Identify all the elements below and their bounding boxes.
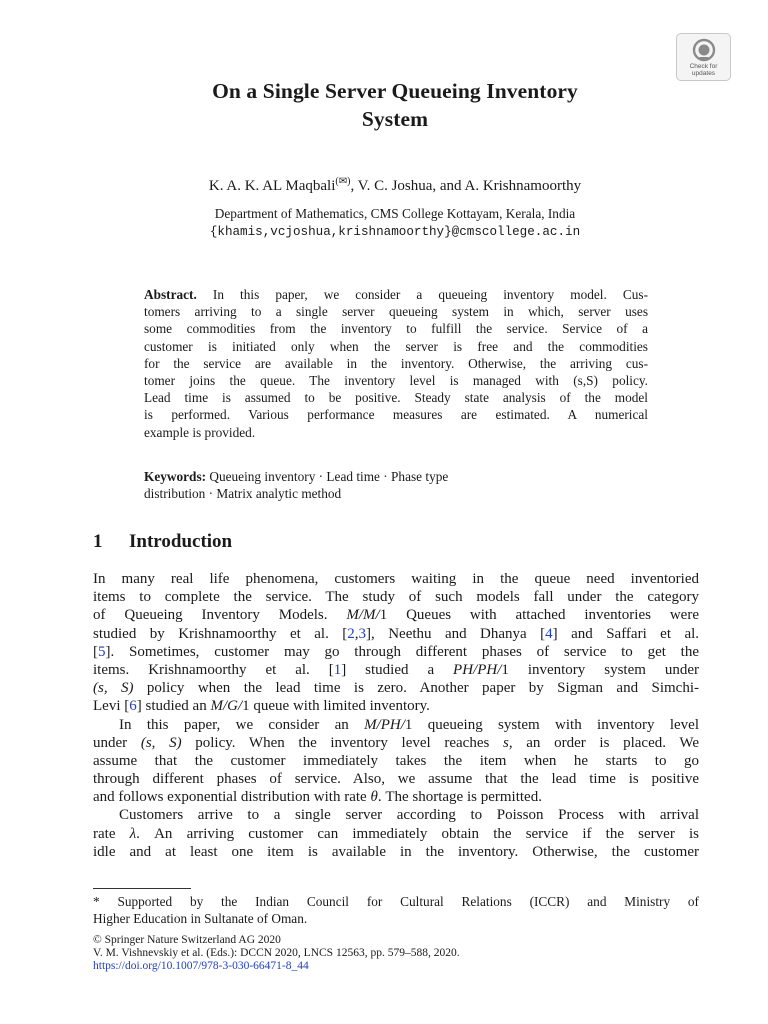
author-first: K. A. K. AL Maqbali <box>208 178 336 194</box>
body-line: In many real life phenomena, customers waiting in the queue need inventoried <box>93 571 699 587</box>
citation-line: V. M. Vishnevskiy et al. (Eds.): DCCN 2020, LNCS 12563, pp. 579–588, 2020. <box>93 947 460 960</box>
abstract-line: example is provided. <box>144 424 256 440</box>
badge-line-2: updates <box>691 70 716 77</box>
body-line: Levi [6] studied an M/G/1 queue with limited inventory. <box>93 698 430 715</box>
math-mm1: M/M/ <box>346 607 380 624</box>
math-mph1: M/PH/ <box>364 716 405 733</box>
body-line: assume that the customer immediately takes the item when he starts to go <box>93 752 699 769</box>
body-line: idle and at least one item is available in the inventory. Otherwise, the customer <box>93 843 699 860</box>
check-for-updates-icon <box>691 38 717 62</box>
citation-link[interactable]: 4 <box>545 625 553 642</box>
body-line: through different phases of service. Also, we assume that the lead time is positive <box>93 771 699 788</box>
copyright-line: © Springer Nature Switzerland AG 2020 <box>93 934 281 946</box>
citation-link[interactable]: 1 <box>333 661 342 678</box>
keywords-line-1: Keywords: Queueing inventory · Lead time · Phase type <box>144 469 449 484</box>
abstract-line: Lead time is assumed to be positive. Steady state analysis of the model <box>144 390 648 406</box>
check-for-updates-label <box>677 63 730 77</box>
body-line: In this paper, we consider an M/PH/1 queueing system with inventory level <box>119 716 699 733</box>
math-phph1: PH/PH/ <box>453 661 502 678</box>
math-theta: θ <box>370 789 378 806</box>
abstract-line: customer is initiated only when the server is free and the commodities <box>144 338 648 354</box>
math-lambda: λ <box>129 825 137 842</box>
body-line: (s, S) policy when the lead time is zero. Another paper by Sigman and Simchi- <box>93 680 699 697</box>
footnote-line: Higher Education in Sultanate of Oman. <box>93 911 308 927</box>
body-line: items. Krishnamoorthy et al. [1] studied a PH/PH/1 inventory system under <box>93 661 700 678</box>
keywords-line-2: distribution · Matrix analytic method <box>144 486 342 502</box>
abstract <box>144 286 648 441</box>
badge-line-1: Check for <box>689 63 718 70</box>
affiliation <box>0 205 768 241</box>
title-line-1: On a Single Server Queueing Inventory <box>212 79 578 103</box>
abstract-line: Abstract. In this paper, we consider a queueing inventory model. Cus- <box>144 287 648 302</box>
body-line: and follows exponential distribution with rate θ. The shortage is permitted. <box>93 789 542 806</box>
affiliation-email[interactable]: {khamis,vcjoshua,krishnamoorthy}@cmscollege.ac.in <box>209 225 581 239</box>
body-line: items to complete the service. The study of such models fall under the category <box>93 589 699 606</box>
check-for-updates-badge[interactable] <box>676 33 731 81</box>
body-line: Customers arrive to a single server according to Poisson Process with arrival <box>119 807 699 824</box>
body-line: [5]. Sometimes, customer may go through different phases of service to get the <box>93 643 699 660</box>
math-sS: (s, S) <box>140 734 182 751</box>
abstract-line: tomer joins the queue. The inventory level is managed with (s,S) policy. <box>144 373 648 389</box>
abstract-line: tomers arriving to a single server queueing system in which, server uses <box>144 304 648 320</box>
body-line: of Queueing Inventory Models. M/M/1 Queues with attached inventories were <box>93 607 699 624</box>
body-line: under (s, S) policy. When the inventory level reaches s, an order is placed. We <box>93 734 700 751</box>
footnote <box>93 893 699 927</box>
section-title: Introduction <box>129 531 233 552</box>
citation-link[interactable]: 6 <box>129 698 137 715</box>
section-heading <box>93 530 232 554</box>
author-list <box>0 172 768 196</box>
copyright-block <box>93 934 699 974</box>
math-s: s <box>503 734 509 751</box>
abstract-line: is performed. Various performance measures are estimated. A numerical <box>144 407 648 423</box>
abstract-label: Abstract. <box>144 287 197 302</box>
doi-link[interactable]: https://doi.org/10.1007/978-3-030-66471-8_44 <box>93 960 309 973</box>
title-line-2: System <box>361 107 429 131</box>
keywords-label: Keywords: <box>144 469 207 484</box>
keywords <box>144 468 648 502</box>
math-mg1: M/G/ <box>210 698 243 715</box>
citation-link[interactable]: 3 <box>358 625 367 642</box>
footnote-line: * Supported by the Indian Council for Cultural Relations (ICCR) and Ministry of <box>93 894 699 909</box>
affiliation-department: Department of Mathematics, CMS College Kottayam, Kerala, India <box>214 206 576 221</box>
abstract-line: for the service are available in the inventory. Otherwise, the arriving cus- <box>144 355 648 371</box>
body-line: studied by Krishnamoorthy et al. [2,3], Neethu and Dhanya [4] and Saffari et al. <box>93 625 700 642</box>
citation-link[interactable]: 2 <box>347 625 355 642</box>
corresponding-mail-icon: (✉) <box>335 176 351 187</box>
footnote-rule <box>93 888 191 889</box>
section-number: 1 <box>93 531 103 552</box>
paper-title <box>0 77 768 133</box>
body-line: rate λ. An arriving customer can immediately obtain the service if the server is <box>93 825 699 842</box>
abstract-line: some commodities from the inventory to fulfill the service. Service of a <box>144 321 648 337</box>
introduction-text <box>93 570 699 861</box>
author-rest: , V. C. Joshua, and A. Krishnamoorthy <box>350 178 582 194</box>
citation-link[interactable]: 5 <box>98 643 106 660</box>
math-sS: (s, S) <box>93 680 134 697</box>
